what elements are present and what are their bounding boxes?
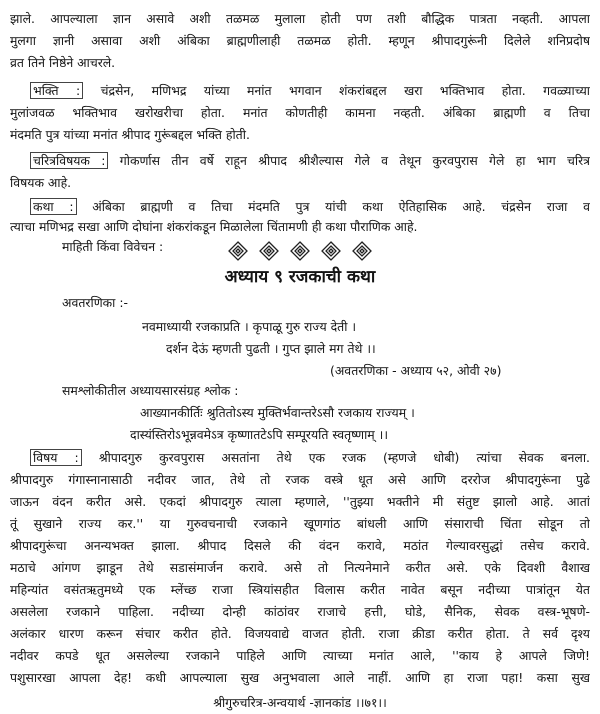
- verse-line: दर्शन देऊं म्हणती पुढती । गुप्त झाले मग तेथे ।।: [166, 341, 376, 356]
- chapter-heading: अध्याय ९ रजकाची कथा: [224, 267, 376, 287]
- paragraph-line: मंदमति पुत्र यांच्या मनांत श्रीपाद गुरूंबद्दल भक्ति होती.: [10, 127, 250, 142]
- vishay-text: श्रीपादगुरु कुरवपुरास असतांना तेथे एक रजक (म्हणजे धोबी) त्यांचा सेवक बनला.: [98, 450, 590, 465]
- bhakti-label: भक्ति :: [30, 82, 83, 99]
- flourish-icon: [259, 241, 279, 261]
- charitra-label: चरित्रविषयक :: [30, 152, 108, 169]
- verse-line: नवमाध्यायी रजकाप्रति । कृपाळू गुरु राज्य देती ।: [142, 319, 357, 334]
- paragraph-line: झाले. आपल्याला ज्ञान असावे अशी तळमळ मुलाला होती पण तशी बौद्धिक पात्रता नव्हती. आपला: [10, 11, 590, 26]
- paragraph-line: असलेला रजकाने पाहिला. नदीच्या दोन्ही कांठांवर राजाचे हत्ती, घोडे, सैनिक, सेवक वस्त्र-भूषणे-: [10, 604, 590, 619]
- vishay-label: विषय :: [30, 449, 82, 466]
- mahiti-label: माहिती किंवा विवेचन :: [62, 239, 164, 254]
- flourish-icon: [352, 241, 372, 261]
- paragraph-line: मुलगा ज्ञानी असावा अशी अंबिका ब्राह्मणीलाही तळमळ होती. म्हणून श्रीपादगुरूंनी दिलेले शनिप्रदोष: [10, 33, 590, 48]
- paragraph-line: नदीवर कपडे धूत असलेल्या रजकाने पाहिले आणि त्याच्या मनांत आले, ''काय हे आपले जिणे!: [10, 648, 590, 663]
- samashloki-label: समश्लोकीतील अध्यायसारसंग्रह श्लोक :: [62, 383, 239, 398]
- decorative-ornament: [228, 240, 372, 262]
- paragraph-line: मुलांजवळ भक्तिभाव खरोखरीचा होता. मनांत कोणतीही कामना नव्हती. अंबिका ब्राह्मणी व तिचा: [10, 105, 590, 120]
- paragraph-line: श्रीपादगुरु गंगास्नानासाठी नदीवर जात, तेथे तो रजक वस्त्रे धूत असे आणि दररोज श्रीपादगुरूंना पुढे: [10, 472, 590, 487]
- flourish-icon: [228, 241, 248, 261]
- paragraph-line: मठाचे आंगण झाडून तेथे सडासंमार्जन करावे. असे तो नित्यनेमाने करीत असे. एके दिवशी वैशाख: [10, 560, 590, 575]
- avataranika-label: अवतरणिका :-: [62, 295, 128, 310]
- verse-reference: (अवतरणिका - अध्याय ५२, ओवी २७): [330, 363, 502, 378]
- bhakti-text: चंद्रसेन, मणिभद्र यांच्या मनांत भगवान शंकरांबद्दल खरा भक्तिभाव होता. गवळ्याच्या: [100, 83, 590, 98]
- vishay-line: [30, 447, 590, 469]
- katha-line: [30, 196, 590, 218]
- katha-label: कथा :: [30, 198, 77, 215]
- paragraph-line: विषयक आहे.: [10, 175, 72, 190]
- paragraph-line: श्रीपादगुरूंचा अनन्यभक्त झाला. श्रीपाद दिसले की वंदन करावे, मठांत गेल्यावरसुद्धां तसेच करावे.: [10, 538, 590, 553]
- bhakti-line: [30, 80, 590, 102]
- paragraph-line: जाऊन वंदन करीत असे. एकदां श्रीपादगुरु त्याला म्हणाले, ''तुझ्या भक्तीने मी संतुष्ट झालो आहे. आतां: [10, 494, 590, 509]
- flourish-icon: [290, 241, 310, 261]
- paragraph-line: तूं सुखाने राज्य कर.'' या गुरुवचनाची रजकाने खूणगांठ बांधली आणि संसाराची चिंता सोडून तो: [10, 516, 590, 531]
- katha-text: अंबिका ब्राह्मणी व तिचा मंदमति पुत्र यांची कथा ऐतिहासिक आहे. चंद्रसेन राजा व: [92, 199, 590, 214]
- charitra-line: [30, 150, 590, 172]
- paragraph-line: पशुसारखा आपला देह! कधी आपल्याला सुख अनुभवाला आले नाहीं. आणि हा राजा पहा! कसा सुख: [10, 670, 590, 685]
- paragraph-line: महिन्यांत वसंतऋतुमध्ये एक म्लेंच्छ राजा स्त्रियांसहीत विलास करीत नावेत बसून नदीच्या पात्रांतून येत: [10, 582, 590, 597]
- flourish-icon: [321, 241, 341, 261]
- sanskrit-verse-line: दास्यंस्तिरोऽभून्नवमेऽत्र कृष्णातटेऽपि सम्पूरयति स्वतृष्णाम् ।।: [130, 427, 389, 442]
- paragraph-line: त्याचा मणिभद्र सखा आणि दोघांना शंकरांकडून मिळालेला चिंतामणी ही कथा पौराणिक आहे.: [10, 219, 418, 234]
- paragraph-line: अलंकार धारण करून संचार करीत होते. विजयवाद्ये वाजत होती. राजा क्रीडा करीत होता. ते सर्व दृश्य: [10, 626, 590, 641]
- charitra-text: गोकर्णास तीन वर्षे राहून श्रीपाद श्रीशैल्यास गेले व तेथून कुरवपुरास गेले हा भाग चरित्र: [119, 153, 590, 168]
- paragraph-line: व्रत तिने निष्ठेने आचरले.: [10, 55, 116, 70]
- sanskrit-verse-line: आख्यानकीर्तिः श्रुतितोऽस्य मुक्तिर्भवान्तरेऽसौ रजकाय राज्यम् ।: [140, 405, 415, 420]
- page-footer: श्रीगुरुचरित्र-अन्वयार्थ -ज्ञानकांड ।।७१।।: [213, 695, 387, 710]
